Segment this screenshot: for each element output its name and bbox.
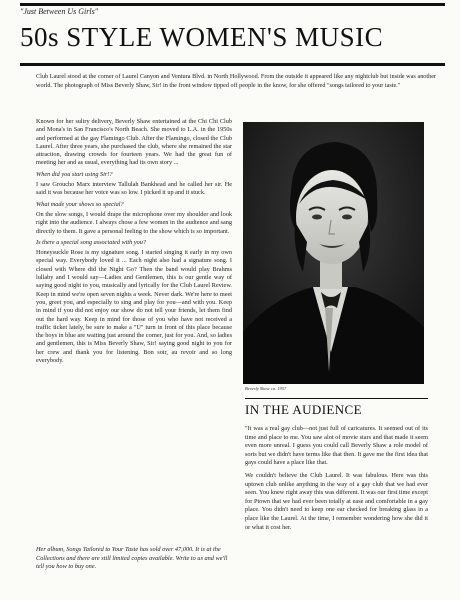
section-heading: IN THE AUDIENCE: [245, 402, 362, 417]
section-rule: [245, 398, 428, 399]
interview-question: When did you start using Sir!?: [36, 170, 113, 178]
series-title: "Just Between Us Girls": [20, 7, 99, 16]
interview-answer: Honeysuckle Rose is my signature song. I started singing it early in my own special way. Everybody loved it ... Each night also had a signature song. I closed with Where did the Night Go? Then the band would play Brahms lullaby and I would say—Ladies and Gentlemen, this is our gentle way of saying good night to you, musically and lyrically for the Club Laurel Review. Keep in mind we're open seven nights a week. Never dark. We're here to meet you, greet you, and especially to sing and play for you—and with you. Keep in mind if you did not enjoy our show do not tell your friends, let them find out the hard way. Keep in mind for those of you who have not received a traffic ticket lately, be sure to make a "U" turn in front of this place because the boys in blue are waiting just around the corner, just for you. And, so ladies and gentlemen, this is Miss Beverly Shaw, Sir! saying good night to you for her crew and thank you for listening. Bon soir, au revoir and so long everybody.: [36, 249, 232, 365]
audience-paragraph: "It was a real gay club—not just full of caricatures. It seemed out of its time and place to me. You saw alot of movie stars and that made it seem even more unreal. I guess you could call Beverly Shaw a role model of sorts but we didn't have terms like that then. It gave me the first idea that gays could have a place like that.: [245, 425, 428, 467]
interview-column: [36, 118, 232, 368]
audience-paragraph: We couldn't believe the Club Laurel. It was fabulous. Here was this uptown club unlike anything in the way of a gay club that we had ever seen. You knew right away this was different. It was our first time except for Ptown that we had ever been totally at ease and comfortable in a gay place. You didn't need to keep one ear checked for breaking glass in a place like the Laurel. At the time, I remember wondering how she did it or what it cost her.: [245, 471, 428, 531]
audience-column: [245, 425, 428, 536]
title-rule: [20, 63, 445, 66]
interview-answer: On the slow songs, I would drape the microphone over my shoulder and look right into the audience. I always chose a few women in the audience and sang directly to them. It gave a personal feeling to the show which is so important.: [36, 210, 232, 235]
interview-answer: I saw Groucho Marx interview Tallulah Bankhead and he called her sir. He said it was because her voice was so low. I picked it up and it stuck.: [36, 181, 232, 197]
album-note: Her album, Songs Tailored to Your Taste has sold over 47,000. It is at the Collections and there are still limited copies available. Write to us and we'll tell you how to buy one.: [36, 546, 228, 571]
portrait-photo: [243, 122, 424, 384]
photo-caption: Beverly Shaw ca. 1957: [245, 386, 287, 391]
intro-paragraph: Club Laurel stood at the corner of Laurel Canyon and Ventura Blvd. in North Hollywood. From the outside it appeared like any nightclub but inside was another world. The photograph of Miss Beverly Shaw, Sir! in the front window tipped off people in the know, for she offered "songs tailored to your taste.": [36, 73, 436, 89]
top-rule: [20, 3, 445, 6]
interview-question: Is there a special song associated with you?: [36, 238, 146, 246]
interview-paragraph: Known for her sultry delivery, Beverly Shaw entertained at the Chi Chi Club and Mona's in San Francisco's North Beach. She moved to L.A. in the 1950s and performed at the gay Flamingo Club. After the Flamingo, closed the Club Laurel. After three years, she purchased the club, where she remained the star attraction, drawing crowds for fourteen years. We had the great fun of meeting her and as usual, everything had its own story ...: [36, 118, 232, 167]
interview-question: What made your shows so special?: [36, 200, 124, 208]
portrait-photo-icon: [243, 122, 424, 384]
page-title: 50s STYLE WOMEN'S MUSIC: [20, 22, 384, 52]
